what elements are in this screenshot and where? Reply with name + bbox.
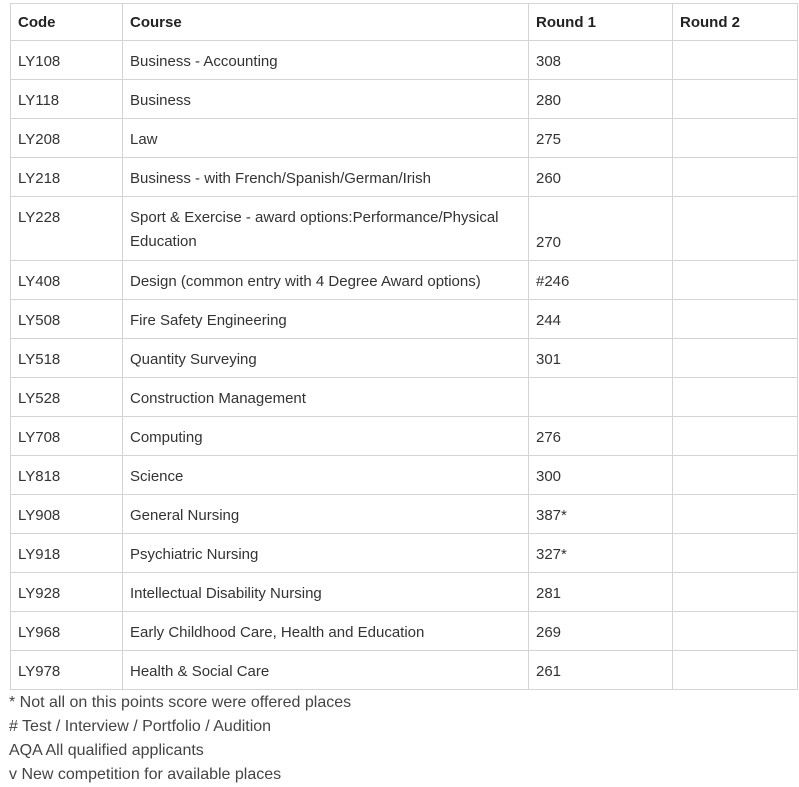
cell-code: LY408	[11, 261, 123, 300]
header-round-2: Round 2	[673, 4, 798, 41]
footnotes	[9, 691, 351, 787]
cell-course: Quantity Surveying	[123, 339, 529, 378]
cell-round-1: 281	[529, 573, 673, 612]
cell-round-2	[673, 417, 798, 456]
cell-round-1: 327*	[529, 534, 673, 573]
cell-course: Design (common entry with 4 Degree Award options)	[123, 261, 529, 300]
table-row	[11, 41, 798, 80]
table-row	[11, 261, 798, 300]
cell-round-1: 301	[529, 339, 673, 378]
cell-course: Intellectual Disability Nursing	[123, 573, 529, 612]
cell-code: LY518	[11, 339, 123, 378]
cell-course: Sport & Exercise - award options:Performance/Physical Education	[123, 197, 529, 261]
cell-round-1: 275	[529, 119, 673, 158]
cell-round-2	[673, 261, 798, 300]
table-row	[11, 197, 798, 261]
cell-code: LY708	[11, 417, 123, 456]
cell-round-1	[529, 378, 673, 417]
table-header-row	[11, 4, 798, 41]
cell-code: LY528	[11, 378, 123, 417]
table-row	[11, 573, 798, 612]
table-row	[11, 534, 798, 573]
cell-round-1: 244	[529, 300, 673, 339]
table-row	[11, 651, 798, 690]
cell-round-2	[673, 456, 798, 495]
cell-course: Computing	[123, 417, 529, 456]
cell-round-2	[673, 41, 798, 80]
cell-course: Business	[123, 80, 529, 119]
table-row	[11, 119, 798, 158]
header-round-1: Round 1	[529, 4, 673, 41]
table-row	[11, 80, 798, 119]
cell-round-2	[673, 158, 798, 197]
cell-round-1: 276	[529, 417, 673, 456]
cell-course: Early Childhood Care, Health and Education	[123, 612, 529, 651]
cell-round-1: #246	[529, 261, 673, 300]
table-row	[11, 378, 798, 417]
cell-code: LY108	[11, 41, 123, 80]
cell-code: LY118	[11, 80, 123, 119]
cell-code: LY918	[11, 534, 123, 573]
cell-round-2	[673, 119, 798, 158]
cell-round-1: 300	[529, 456, 673, 495]
cell-code: LY508	[11, 300, 123, 339]
cell-course: Construction Management	[123, 378, 529, 417]
cell-round-2	[673, 495, 798, 534]
header-code: Code	[11, 4, 123, 41]
cell-round-2	[673, 612, 798, 651]
cell-code: LY928	[11, 573, 123, 612]
footnote-asterisk: * Not all on this points score were offered places	[9, 694, 352, 711]
table-row	[11, 339, 798, 378]
cell-code: LY218	[11, 158, 123, 197]
table-row	[11, 158, 798, 197]
cell-course: Health & Social Care	[123, 651, 529, 690]
cell-round-1: 260	[529, 158, 673, 197]
cell-round-2	[673, 80, 798, 119]
cell-code: LY228	[11, 197, 123, 261]
cell-round-1: 261	[529, 651, 673, 690]
cell-course: General Nursing	[123, 495, 529, 534]
table-row	[11, 417, 798, 456]
cell-round-2	[673, 197, 798, 261]
cell-round-1: 280	[529, 80, 673, 119]
table-row	[11, 495, 798, 534]
cell-course: Business - Accounting	[123, 41, 529, 80]
table-row	[11, 612, 798, 651]
cell-round-1: 269	[529, 612, 673, 651]
cell-round-2	[673, 534, 798, 573]
cell-code: LY908	[11, 495, 123, 534]
cell-round-2	[673, 300, 798, 339]
points-table	[10, 3, 798, 690]
table-row	[11, 456, 798, 495]
cell-code: LY818	[11, 456, 123, 495]
cell-course: Fire Safety Engineering	[123, 300, 529, 339]
cell-round-1: 387*	[529, 495, 673, 534]
cell-round-1: 308	[529, 41, 673, 80]
cell-code: LY208	[11, 119, 123, 158]
cell-course: Law	[123, 119, 529, 158]
cell-course: Science	[123, 456, 529, 495]
header-course: Course	[123, 4, 529, 41]
cell-course: Psychiatric Nursing	[123, 534, 529, 573]
footnote-aqa: AQA All qualified applicants	[9, 742, 204, 759]
cell-code: LY968	[11, 612, 123, 651]
cell-course: Business - with French/Spanish/German/Irish	[123, 158, 529, 197]
cell-round-2	[673, 573, 798, 612]
cell-round-2	[673, 651, 798, 690]
table-row	[11, 300, 798, 339]
footnote-v: v New competition for available places	[9, 766, 282, 783]
cell-round-1: 270	[529, 197, 673, 261]
cell-round-2	[673, 339, 798, 378]
footnote-hash: # Test / Interview / Portfolio / Audition	[9, 718, 272, 735]
cell-code: LY978	[11, 651, 123, 690]
cell-round-2	[673, 378, 798, 417]
